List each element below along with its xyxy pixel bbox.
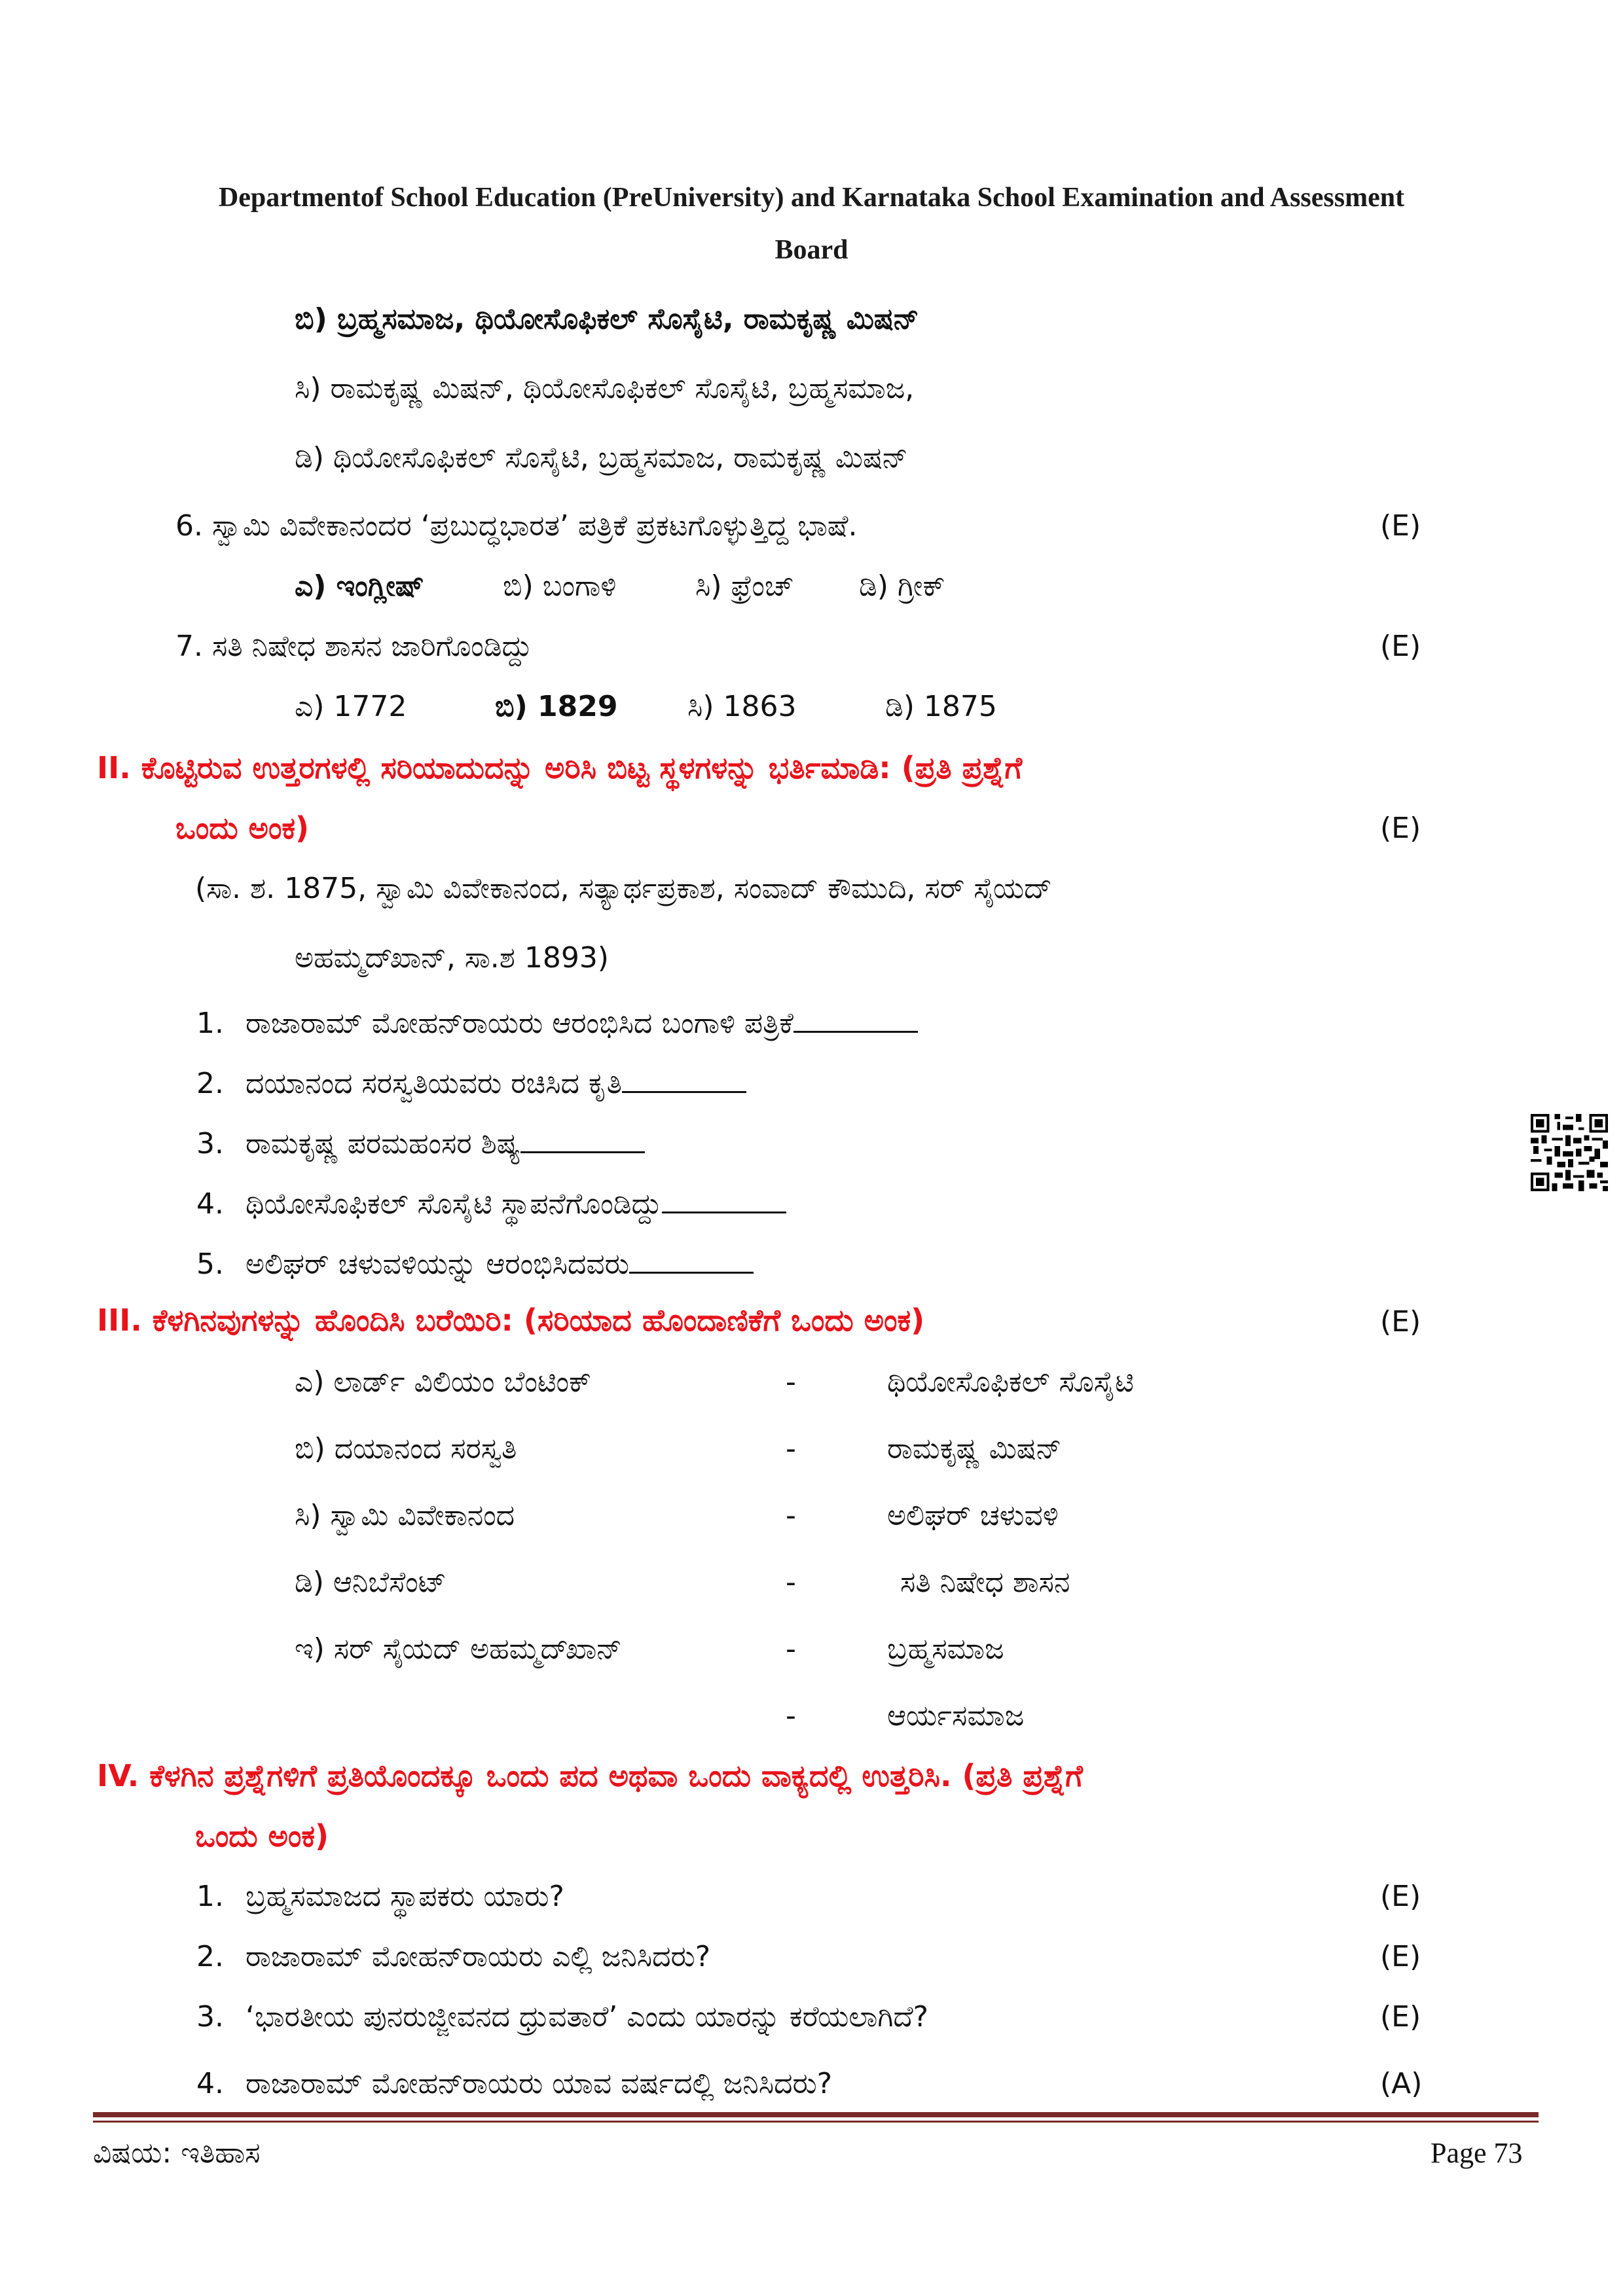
q7-option-a: ಎ) 1772 [295,690,407,723]
board-header-line1: Departmentof School Education (PreUniversity) and Karnataka School Examination and Assessment [218,183,1405,213]
board-header-line2: Board [775,235,848,265]
footer-rule-thin [93,2121,1539,2123]
answer-blank[interactable] [662,1205,786,1213]
match-right-1: ಥಿಯೋಸೊಫಿಕಲ್ ಸೊಸೈಟಿ [887,1365,1134,1399]
page-number: Page 73 [1431,2137,1523,2169]
question-6-code: (E) [1380,509,1421,543]
match-left-a: ಎ) ಲಾರ್ಡ್ ವಿಲಿಯಂ ಬೆಂಟಿಂಕ್ [295,1365,592,1399]
match-dash: - [786,1432,796,1465]
qr-code [1531,1114,1608,1191]
q7-option-c: ಸಿ) 1863 [687,690,797,723]
section-4-title-cont: ಒಂದು ಅಂಕ) [195,1818,329,1854]
list-item: 3. ರಾಮಕೃಷ್ಣ ಪರಮಹಂಸರ ಶಿಷ್ಯ [196,1127,645,1160]
match-left-e: ಇ) ಸರ್ ಸೈಯದ್ ಅಹಮ್ಮದ್‍ಖಾನ್ [295,1632,623,1666]
section-2-title: II. ಕೊಟ್ಟಿರುವ ಉತ್ತರಗಳಲ್ಲಿ ಸರಿಯಾದುದನ್ನು ಅರಿಸಿ ಬಿಟ್ಟ ಸ್ಥಳಗಳನ್ನು ಭರ್ತಿಮಾಡಿ: (ಪ್ರತಿ ಪ್ರಶ್ನೆಗೆ [97,750,1023,785]
match-right-4: ಸತಿ ನಿಷೇಧ ಶಾಸನ [900,1566,1070,1599]
question-code: (A) [1380,2067,1423,2100]
question-code: (E) [1380,1940,1421,1973]
footer-subject: ವಿಷಯ: ಇತಿಹಾಸ [93,2136,261,2170]
question-7-code: (E) [1380,630,1421,663]
list-item: 1. ಬ್ರಹ್ಮಸಮಾಜದ ಸ್ಥಾಪಕರು ಯಾರು? [196,1880,564,1913]
match-left-c: ಸಿ) ಸ್ವಾಮಿ ವಿವೇಕಾನಂದ [295,1499,515,1532]
match-dash: - [786,1365,796,1399]
question-code: (E) [1380,2000,1421,2034]
match-dash: - [786,1632,796,1666]
match-right-2: ರಾಮಕೃಷ್ಣ ಮಿಷನ್ [887,1432,1062,1465]
list-item: 2. ದಯಾನಂದ ಸರಸ್ವತಿಯವರು ರಚಿಸಿದ ಕೃತಿ [196,1067,746,1100]
answer-blank[interactable] [793,1024,918,1033]
match-left-d: ಡಿ) ಆನಿಬೆಸೆಂಟ್ [295,1566,447,1599]
section-3-code: (E) [1380,1305,1421,1338]
answer-blank[interactable] [622,1085,746,1093]
list-item: 4. ಥಿಯೋಸೊಫಿಕಲ್ ಸೊಸೈಟಿ ಸ್ಥಾಪನೆಗೊಂಡಿದ್ದು [196,1187,786,1221]
q7-option-d: ಡಿ) 1875 [885,690,997,723]
list-item: 2. ರಾಜಾರಾಮ್ ಮೋಹನ್‍ರಾಯರು ಎಲ್ಲಿ ಜನಿಸಿದರು? [196,1940,711,1973]
q6-option-d: ಡಿ) ಗ್ರೀಕ್ [859,569,945,603]
list-item: 3. ‘ಭಾರತೀಯ ಪುನರುಜ್ಜೀವನದ ಧ್ರುವತಾರೆ’ ಎಂದು ಯಾರನ್ನು ಕರೆಯಲಾಗಿದೆ? [196,2000,928,2034]
match-right-5: ಬ್ರಹ್ಮಸಮಾಜ [887,1632,1004,1666]
footer-rule [93,2112,1539,2117]
list-item: 4. ರಾಜಾರಾಮ್ ಮೋಹನ್‍ರಾಯರು ಯಾವ ವರ್ಷದಲ್ಲಿ ಜನಿಸಿದರು? [196,2067,833,2100]
section-3-title: III. ಕೆಳಗಿನವುಗಳನ್ನು ಹೊಂದಿಸಿ ಬರೆಯಿರಿ: (ಸರಿಯಾದ ಹೊಂದಾಣಿಕೆಗೆ ಒಂದು ಅಂಕ) [97,1302,925,1338]
match-right-6: ಆರ್ಯಸಮಾಜ [887,1699,1025,1732]
section-2-title-cont: ಒಂದು ಅಂಕ) [175,810,310,846]
match-right-3: ಅಲಿಘರ್ ಚಳುವಳಿ [887,1499,1059,1532]
q6-option-a-answer: ಎ) ಇಂಗ್ಲೀಷ್ [295,569,424,603]
question-6: 6. ಸ್ವಾಮಿ ವಿವೇಕಾನಂದರ ‘ಪ್ರಬುದ್ಧಭಾರತ’ ಪತ್ರಿಕೆ ಪ್ರಕಟಗೊಳ್ಳುತ್ತಿದ್ದ ಭಾಷೆ. [175,509,858,543]
match-dash: - [786,1499,796,1532]
match-dash: - [786,1699,796,1732]
option-b-answer: ಬಿ) ಬ್ರಹ್ಮಸಮಾಜ, ಥಿಯೋಸೊಫಿಕಲ್ ಸೊಸೈಟಿ, ರಾಮಕೃಷ್ಣ ಮಿಷನ್ [295,302,919,336]
question-7: 7. ಸತಿ ನಿಷೇಧ ಶಾಸನ ಜಾರಿಗೊಂಡಿದ್ದು [175,630,532,663]
q7-option-b-answer: ಬಿ) 1829 [495,690,618,723]
list-item: 1. ರಾಜಾರಾಮ್ ಮೋಹನ್‍ರಾಯರು ಆರಂಭಿಸಿದ ಬಂಗಾಳಿ ಪತ್ರಿಕೆ [196,1007,918,1040]
section-4-title: IV. ಕೆಳಗಿನ ಪ್ರಶ್ನೆಗಳಿಗೆ ಪ್ರತಿಯೊಂದಕ್ಕೂ ಒಂದು ಪದ ಅಥವಾ ಒಂದು ವಾಕ್ಯದಲ್ಲಿ ಉತ್ತರಿಸಿ. (ಪ್ರತಿ ಪ್ರಶ್ನೆಗೆ [97,1758,1083,1793]
option-d: ಡಿ) ಥಿಯೋಸೊಫಿಕಲ್ ಸೊಸೈಟಿ, ಬ್ರಹ್ಮಸಮಾಜ, ರಾಮಕೃಷ್ಣ ಮಿಷನ್ [295,441,908,475]
answer-blank[interactable] [520,1145,645,1153]
section-2-choices: (ಸಾ. ಶ. 1875, ಸ್ವಾಮಿ ವಿವೇಕಾನಂದ, ಸತ್ಯಾರ್ಥಪ್ರಕಾಶ, ಸಂವಾದ್ ಕೌಮುದಿ, ಸರ್ ಸೈಯದ್ [195,872,1052,905]
question-code: (E) [1380,1880,1421,1913]
q6-option-b: ಬಿ) ಬಂಗಾಳಿ [503,569,617,603]
match-dash: - [786,1566,796,1599]
section-2-code: (E) [1380,812,1421,845]
option-c: ಸಿ) ರಾಮಕೃಷ್ಣ ಮಿಷನ್, ಥಿಯೋಸೊಫಿಕಲ್ ಸೊಸೈಟಿ, ಬ್ರಹ್ಮಸಮಾಜ, [295,372,915,405]
list-item: 5. ಅಲಿಘರ್ ಚಳುವಳಿಯನ್ನು ಆರಂಭಿಸಿದವರು [196,1247,754,1281]
q6-option-c: ಸಿ) ಫ್ರೆಂಚ್ [695,569,794,603]
answer-blank[interactable] [629,1265,754,1274]
section-2-choices-cont: ಅಹಮ್ಮದ್‍ಖಾನ್, ಸಾ.ಶ 1893) [295,941,609,975]
match-left-b: ಬಿ) ದಯಾನಂದ ಸರಸ್ವತಿ [295,1432,517,1465]
